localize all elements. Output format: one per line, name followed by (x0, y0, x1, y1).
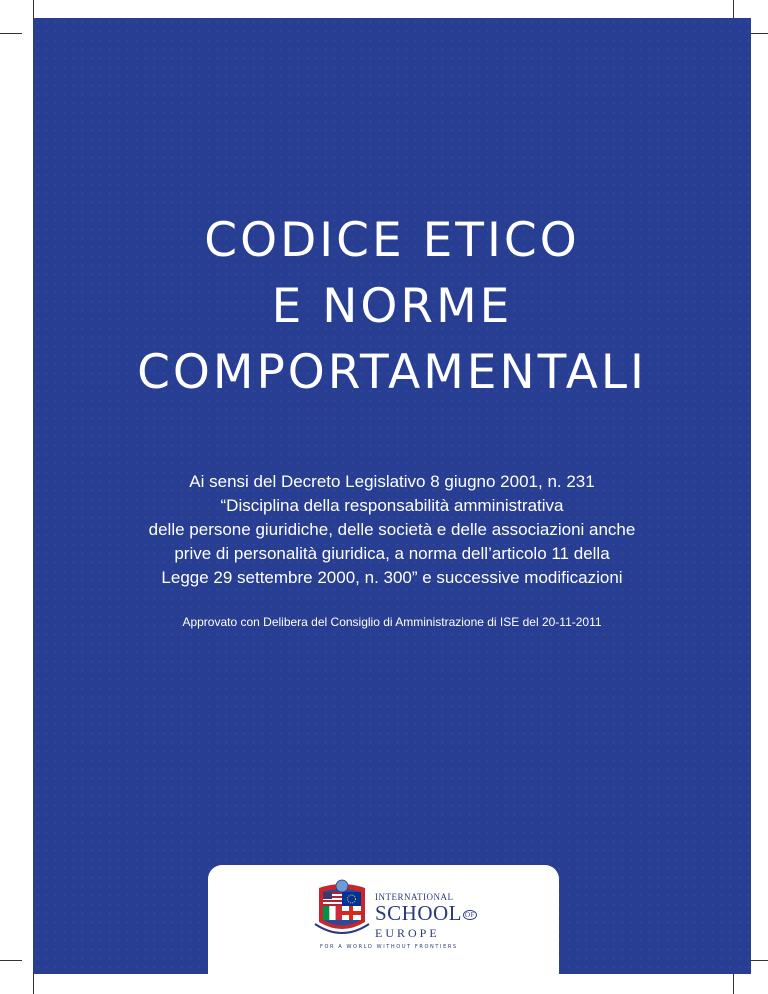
document-cover (33, 18, 751, 974)
title-line: CODICE ETICO (204, 213, 580, 268)
school-tagline: FOR A WORLD WITHOUT FRONTIERS (320, 944, 458, 950)
title-line: COMPORTAMENTALI (137, 345, 647, 400)
school-name-of: OF (465, 910, 475, 919)
crop-mark (33, 972, 34, 994)
crop-mark (0, 960, 22, 961)
school-name (375, 892, 478, 940)
school-name-line (375, 903, 478, 926)
legal-reference-line: “Disciplina della responsabilità amministrativa (220, 496, 564, 515)
school-crest-icon (311, 878, 373, 942)
legal-reference-line: delle persone giuridiche, delle società e delle associazioni anche (148, 520, 636, 539)
crop-mark (0, 33, 22, 34)
legal-reference-line: Ai sensi del Decreto Legislativo 8 giugno 2001, n. 231 (189, 472, 595, 491)
school-logo (311, 878, 481, 953)
school-name-word: SCHOOL (375, 901, 463, 925)
title-line: E NORME (271, 279, 513, 334)
legal-reference-line: prive di personalità giuridica, a norma dell’articolo 11 della (174, 544, 610, 563)
document-title (33, 208, 751, 406)
school-name-line: INTERNATIONAL (375, 892, 454, 902)
crop-mark (733, 972, 734, 994)
school-name-line: EUROPE (375, 925, 440, 940)
approval-note: Approvato con Delibera del Consiglio di Amministrazione di ISE del 20-11-2011 (182, 615, 602, 629)
legal-reference-line: Legge 29 settembre 2000, n. 300” e successive modificazioni (161, 568, 623, 587)
logo-panel (208, 865, 559, 974)
legal-reference (63, 470, 721, 590)
